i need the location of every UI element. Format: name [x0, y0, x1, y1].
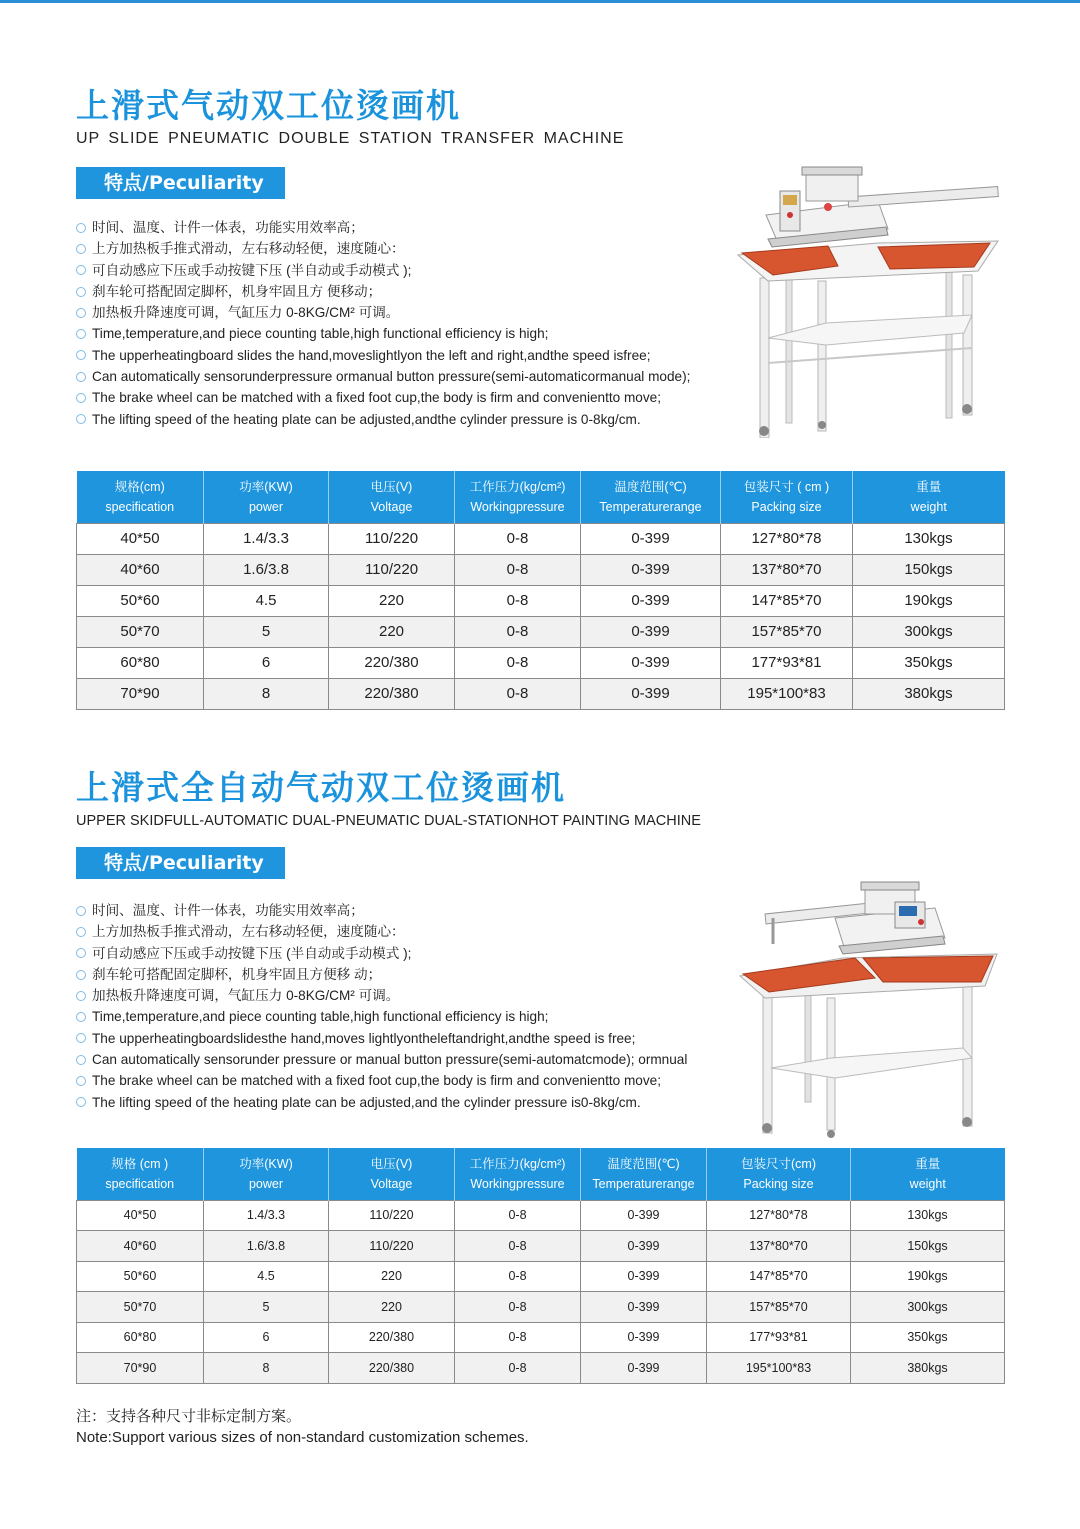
cell-voltage: 110/220	[329, 554, 455, 585]
feature-item: 上方加热板手推式滑动，左右移动轻便，速度随心：	[76, 921, 756, 942]
table-row	[77, 1292, 1005, 1323]
top-rule	[0, 0, 1080, 3]
cell-temp: 0-399	[581, 1292, 707, 1323]
cell-weight: 150kgs	[853, 554, 1005, 585]
cell-power: 8	[204, 1353, 329, 1384]
cell-packing: 127*80*78	[721, 523, 853, 554]
cell-voltage: 220/380	[329, 1353, 455, 1384]
bullet-icon	[76, 265, 86, 275]
cell-pressure: 0-8	[455, 1200, 581, 1231]
cell-spec: 40*60	[77, 1231, 204, 1262]
bullet-icon	[76, 1097, 86, 1107]
cell-voltage: 220/380	[329, 678, 455, 709]
cell-spec: 40*50	[77, 1200, 204, 1231]
cell-spec: 70*90	[77, 1353, 204, 1384]
feature-list	[76, 217, 756, 430]
cell-weight: 380kgs	[853, 678, 1005, 709]
feature-item: Can automatically sensorunder pressure or manual button pressure(semi-automatcmode); ormnual	[76, 1049, 756, 1070]
bullet-icon	[76, 223, 86, 233]
bullet-icon	[76, 244, 86, 254]
feature-item: 加热板升降速度可调，气缸压力 0-8KG/CM² 可调。	[76, 985, 756, 1006]
col-header-voltage: 电压(V) Voltage	[329, 1148, 455, 1200]
cell-packing: 195*100*83	[721, 678, 853, 709]
table-row	[77, 585, 1005, 616]
cell-voltage: 220	[329, 1292, 455, 1323]
table-row	[77, 647, 1005, 678]
cell-pressure: 0-8	[455, 523, 581, 554]
cell-packing: 157*85*70	[721, 616, 853, 647]
col-header-specification: 规格(cm) specification	[77, 471, 204, 523]
feature-item: 可自动感应下压或手动按键下压 (半自动或手动模式 );	[76, 943, 756, 964]
cell-weight: 190kgs	[853, 585, 1005, 616]
cell-packing: 137*80*70	[721, 554, 853, 585]
col-header-weight: 重量 weight	[853, 471, 1005, 523]
feature-item: The lifting speed of the heating plate can be adjusted,andthe cylinder pressure is 0-8kg/cm.	[76, 409, 756, 430]
col-header-power: 功率(KW) power	[204, 471, 329, 523]
note-cn: 注：支持各种尺寸非标定制方案。	[76, 1408, 302, 1425]
feature-item: The upperheatingboardslidesthe hand,moves lightlyontheleftandright,andthe speed is free;	[76, 1028, 756, 1049]
cell-weight: 300kgs	[851, 1292, 1005, 1323]
section-title-cn: 上滑式气动双工位烫画机	[76, 86, 461, 125]
cell-power: 1.6/3.8	[204, 554, 329, 585]
cell-power: 1.4/3.3	[204, 1200, 329, 1231]
bullet-icon	[76, 1076, 86, 1086]
auto-heat-press-machine-image	[735, 878, 1000, 1140]
feature-item: 刹车轮可搭配固定脚杯，机身牢固且方 便移动；	[76, 281, 756, 302]
table-row	[77, 1353, 1005, 1384]
cell-temp: 0-399	[581, 1353, 707, 1384]
peculiarity-tag: 特点/Peculiarity	[76, 847, 285, 879]
bullet-icon	[76, 1012, 86, 1022]
cell-temp: 0-399	[581, 1322, 707, 1353]
cell-weight: 380kgs	[851, 1353, 1005, 1384]
col-header-voltage: 电压(V) Voltage	[329, 471, 455, 523]
feature-item: 加热板升降速度可调，气缸压力 0-8KG/CM² 可调。	[76, 302, 756, 323]
cell-packing: 147*85*70	[721, 585, 853, 616]
cell-spec: 60*80	[77, 1322, 204, 1353]
cell-pressure: 0-8	[455, 1231, 581, 1262]
cell-pressure: 0-8	[455, 1292, 581, 1323]
cell-temp: 0-399	[581, 678, 721, 709]
cell-power: 5	[204, 616, 329, 647]
col-header-working-pressure: 工作压力(kg/cm²) Workingpressure	[455, 471, 581, 523]
col-header-packing-size: 包装尺寸(cm) Packing size	[707, 1148, 851, 1200]
cell-temp: 0-399	[581, 523, 721, 554]
feature-item: Time,temperature,and piece counting table,high functional efficiency is high;	[76, 1006, 756, 1027]
cell-spec: 40*60	[77, 554, 204, 585]
cell-pressure: 0-8	[455, 647, 581, 678]
cell-spec: 50*60	[77, 585, 204, 616]
cell-weight: 350kgs	[851, 1322, 1005, 1353]
cell-spec: 40*50	[77, 523, 204, 554]
col-header-packing-size: 包装尺寸 ( cm ) Packing size	[721, 471, 853, 523]
cell-voltage: 110/220	[329, 1200, 455, 1231]
cell-temp: 0-399	[581, 585, 721, 616]
section-title-en: UP SLIDE PNEUMATIC DOUBLE STATION TRANSFER MACHINE	[76, 130, 625, 147]
feature-item: Can automatically sensorunderpressure ormanual button pressure(semi-automaticormanual mode);	[76, 366, 756, 387]
cell-packing: 195*100*83	[707, 1353, 851, 1384]
table-row	[77, 678, 1005, 709]
table-row	[77, 1261, 1005, 1292]
feature-item: 时间、温度、计件一体表，功能实用效率高；	[76, 900, 756, 921]
col-header-temperature-range: 温度范围(℃) Temperaturerange	[581, 1148, 707, 1200]
cell-weight: 130kgs	[851, 1200, 1005, 1231]
table-row	[77, 1200, 1005, 1231]
table-header-row	[77, 471, 1005, 523]
cell-pressure: 0-8	[455, 678, 581, 709]
cell-spec: 50*70	[77, 616, 204, 647]
cell-power: 4.5	[204, 585, 329, 616]
cell-temp: 0-399	[581, 1231, 707, 1262]
cell-power: 8	[204, 678, 329, 709]
section-title-cn: 上滑式全自动气动双工位烫画机	[76, 768, 566, 807]
section-title-en: UPPER SKIDFULL-AUTOMATIC DUAL-PNEUMATIC DUAL-STATIONHOT PAINTING MACHINE	[76, 813, 701, 829]
cell-power: 5	[204, 1292, 329, 1323]
cell-power: 6	[204, 1322, 329, 1353]
col-header-weight: 重量 weight	[851, 1148, 1005, 1200]
cell-spec: 70*90	[77, 678, 204, 709]
feature-item: Time,temperature,and piece counting table,high functional efficiency is high;	[76, 323, 756, 344]
bullet-icon	[76, 393, 86, 403]
feature-item: 时间、温度、计件一体表，功能实用效率高；	[76, 217, 756, 238]
cell-packing: 177*93*81	[721, 647, 853, 678]
cell-pressure: 0-8	[455, 554, 581, 585]
cell-voltage: 220/380	[329, 647, 455, 678]
cell-voltage: 220/380	[329, 1322, 455, 1353]
cell-pressure: 0-8	[455, 1261, 581, 1292]
bullet-icon	[76, 970, 86, 980]
col-header-temperature-range: 温度范围(℃) Temperaturerange	[581, 471, 721, 523]
cell-temp: 0-399	[581, 554, 721, 585]
note-en: Note:Support various sizes of non-standard customization schemes.	[76, 1429, 529, 1446]
feature-item: 上方加热板手推式滑动，左右移动轻便，速度随心：	[76, 238, 756, 259]
cell-packing: 147*85*70	[707, 1261, 851, 1292]
cell-pressure: 0-8	[455, 585, 581, 616]
col-header-specification: 规格 (cm ) specification	[77, 1148, 204, 1200]
cell-weight: 300kgs	[853, 616, 1005, 647]
bullet-icon	[76, 329, 86, 339]
cell-power: 1.4/3.3	[204, 523, 329, 554]
bullet-icon	[76, 372, 86, 382]
bullet-icon	[76, 1033, 86, 1043]
cell-spec: 50*70	[77, 1292, 204, 1323]
cell-voltage: 220	[329, 616, 455, 647]
cell-temp: 0-399	[581, 616, 721, 647]
cell-spec: 60*80	[77, 647, 204, 678]
cell-weight: 150kgs	[851, 1231, 1005, 1262]
cell-power: 4.5	[204, 1261, 329, 1292]
cell-temp: 0-399	[581, 1261, 707, 1292]
bullet-icon	[76, 906, 86, 916]
feature-item: The brake wheel can be matched with a fixed foot cup,the body is firm and convenientto move;	[76, 387, 756, 408]
bullet-icon	[76, 350, 86, 360]
cell-packing: 177*93*81	[707, 1322, 851, 1353]
feature-item: The upperheatingboard slides the hand,moveslightlyon the left and right,andthe speed isfree;	[76, 345, 756, 366]
table-row	[77, 616, 1005, 647]
heat-press-machine-image	[728, 163, 1008, 438]
cell-temp: 0-399	[581, 1200, 707, 1231]
cell-temp: 0-399	[581, 647, 721, 678]
cell-weight: 130kgs	[853, 523, 1005, 554]
bullet-icon	[76, 927, 86, 937]
feature-item: 刹车轮可搭配固定脚杯，机身牢固且方便移 动；	[76, 964, 756, 985]
cell-packing: 127*80*78	[707, 1200, 851, 1231]
cell-spec: 50*60	[77, 1261, 204, 1292]
feature-item: 可自动感应下压或手动按键下压 (半自动或手动模式 );	[76, 260, 756, 281]
table-row	[77, 554, 1005, 585]
feature-list	[76, 900, 756, 1113]
cell-voltage: 220	[329, 585, 455, 616]
bullet-icon	[76, 1055, 86, 1065]
table-row	[77, 1231, 1005, 1262]
spec-table	[76, 1148, 1005, 1384]
table-header-row	[77, 1148, 1005, 1200]
peculiarity-tag: 特点/Peculiarity	[76, 167, 285, 199]
spec-table	[76, 471, 1005, 710]
cell-weight: 350kgs	[853, 647, 1005, 678]
cell-pressure: 0-8	[455, 616, 581, 647]
feature-item: The brake wheel can be matched with a fixed foot cup,the body is firm and convenientto move;	[76, 1070, 756, 1091]
cell-power: 6	[204, 647, 329, 678]
feature-item: The lifting speed of the heating plate can be adjusted,and the cylinder pressure is0-8kg/cm.	[76, 1092, 756, 1113]
cell-voltage: 110/220	[329, 1231, 455, 1262]
table-row	[77, 1322, 1005, 1353]
bullet-icon	[76, 308, 86, 318]
cell-power: 1.6/3.8	[204, 1231, 329, 1262]
table-row	[77, 523, 1005, 554]
cell-voltage: 110/220	[329, 523, 455, 554]
col-header-working-pressure: 工作压力(kg/cm²) Workingpressure	[455, 1148, 581, 1200]
bullet-icon	[76, 414, 86, 424]
bullet-icon	[76, 948, 86, 958]
cell-pressure: 0-8	[455, 1353, 581, 1384]
cell-packing: 157*85*70	[707, 1292, 851, 1323]
bullet-icon	[76, 991, 86, 1001]
cell-voltage: 220	[329, 1261, 455, 1292]
cell-pressure: 0-8	[455, 1322, 581, 1353]
col-header-power: 功率(KW) power	[204, 1148, 329, 1200]
cell-weight: 190kgs	[851, 1261, 1005, 1292]
bullet-icon	[76, 287, 86, 297]
cell-packing: 137*80*70	[707, 1231, 851, 1262]
